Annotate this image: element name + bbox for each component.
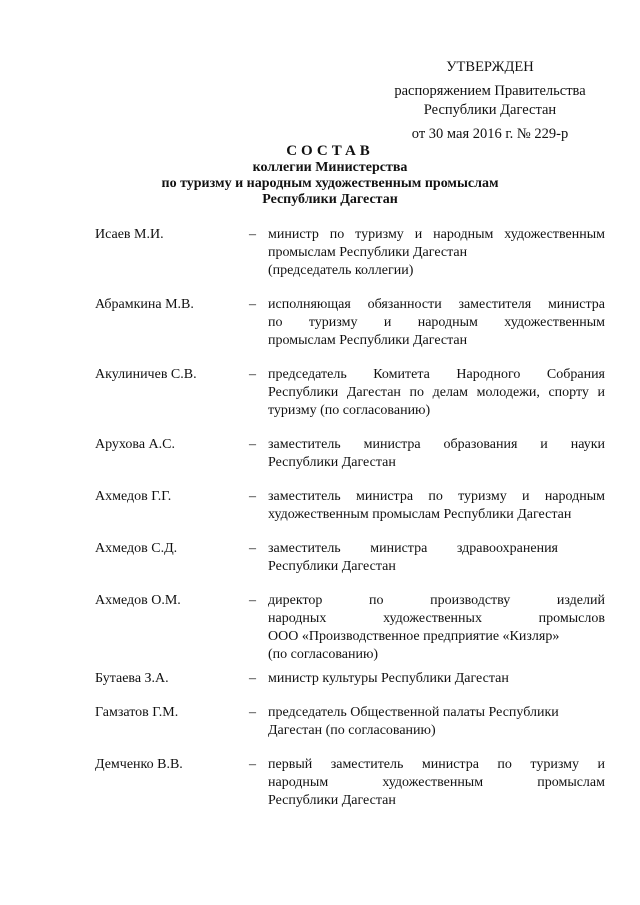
role-line: Республики Дагестан — [268, 559, 396, 574]
member-role — [268, 296, 605, 350]
role-line: исполняющая обязанности заместителя министра — [268, 297, 605, 312]
member-role — [268, 704, 605, 740]
role-line: по туризму и народным художественным — [268, 315, 605, 330]
role-line: народных художественных промыслов — [268, 611, 605, 626]
role-line: министр по туризму и народным художественным — [268, 227, 605, 242]
role-line: художественным промыслам Республики Дагестан — [268, 507, 572, 522]
member-dash: – — [249, 705, 256, 720]
member-role — [268, 592, 605, 664]
member-dash: – — [249, 437, 256, 452]
subtitle-line-2: по туризму и народным художественным промыслам — [161, 176, 499, 191]
member-name: Бутаева З.А. — [95, 671, 169, 686]
role-line: (председатель коллегии) — [268, 263, 414, 278]
role-line: заместитель министра образования и науки — [268, 437, 605, 452]
member-role — [268, 756, 605, 810]
role-line: министр культуры Республики Дагестан — [268, 671, 509, 686]
member-dash: – — [249, 297, 256, 312]
role-line: Республики Дагестан — [268, 455, 396, 470]
document-title: СОСТАВ — [286, 143, 374, 159]
role-line: директор по производству изделий — [268, 593, 605, 608]
member-role — [268, 488, 605, 524]
member-dash: – — [249, 489, 256, 504]
member-name: Акулиничев С.В. — [95, 367, 197, 382]
member-name: Демченко В.В. — [95, 757, 183, 772]
member-dash: – — [249, 541, 256, 556]
approval-stamp — [380, 58, 600, 144]
member-dash: – — [249, 367, 256, 382]
member-name: Ахмедов С.Д. — [95, 541, 178, 556]
role-line: Дагестан (по согласованию) — [268, 723, 436, 738]
member-role — [268, 366, 605, 420]
approval-region: Республики Дагестан — [423, 102, 557, 118]
approval-date: от 30 мая 2016 г. № 229-р — [411, 126, 569, 142]
member-role — [268, 670, 605, 688]
member-role — [268, 540, 558, 576]
role-line: промыслам Республики Дагестан — [268, 245, 468, 260]
member-name: Гамзатов Г.М. — [95, 705, 179, 720]
role-line: Республики Дагестан — [268, 793, 396, 808]
member-name: Арухова А.С. — [95, 437, 175, 452]
approval-issuer: распоряжением Правительства — [394, 83, 586, 99]
role-line: заместитель министра здравоохранения — [268, 541, 558, 556]
role-line: народным художественным промыслам — [268, 775, 605, 790]
role-line: промыслам Республики Дагестан — [268, 333, 468, 348]
member-dash: – — [249, 593, 256, 608]
member-name: Ахмедов Г.Г. — [95, 489, 172, 504]
member-dash: – — [249, 227, 256, 242]
role-line: заместитель министра по туризму и народным — [268, 489, 605, 504]
approval-title: УТВЕРЖДЕН — [446, 59, 534, 75]
role-line: (по согласованию) — [268, 647, 379, 662]
member-name: Абрамкина М.В. — [95, 297, 194, 312]
subtitle-line-3: Республики Дагестан — [262, 192, 398, 207]
document-subtitle — [60, 160, 600, 208]
role-line: туризму (по согласованию) — [268, 403, 431, 418]
member-name: Ахмедов О.М. — [95, 593, 181, 608]
member-role — [268, 226, 605, 280]
member-dash: – — [249, 757, 256, 772]
subtitle-line-1: коллегии Министерства — [252, 160, 408, 175]
member-name: Исаев М.И. — [95, 227, 164, 242]
role-line: первый заместитель министра по туризму и — [268, 757, 605, 772]
role-line: Республики Дагестан по делам молодежи, спорту и — [268, 385, 605, 400]
member-role — [268, 436, 605, 472]
member-dash: – — [249, 671, 256, 686]
role-line: председатель Комитета Народного Собрания — [268, 367, 605, 382]
role-line: председатель Общественной палаты Республики — [268, 705, 559, 720]
role-line: ООО «Производственное предприятие «Кизляр» — [268, 629, 560, 644]
